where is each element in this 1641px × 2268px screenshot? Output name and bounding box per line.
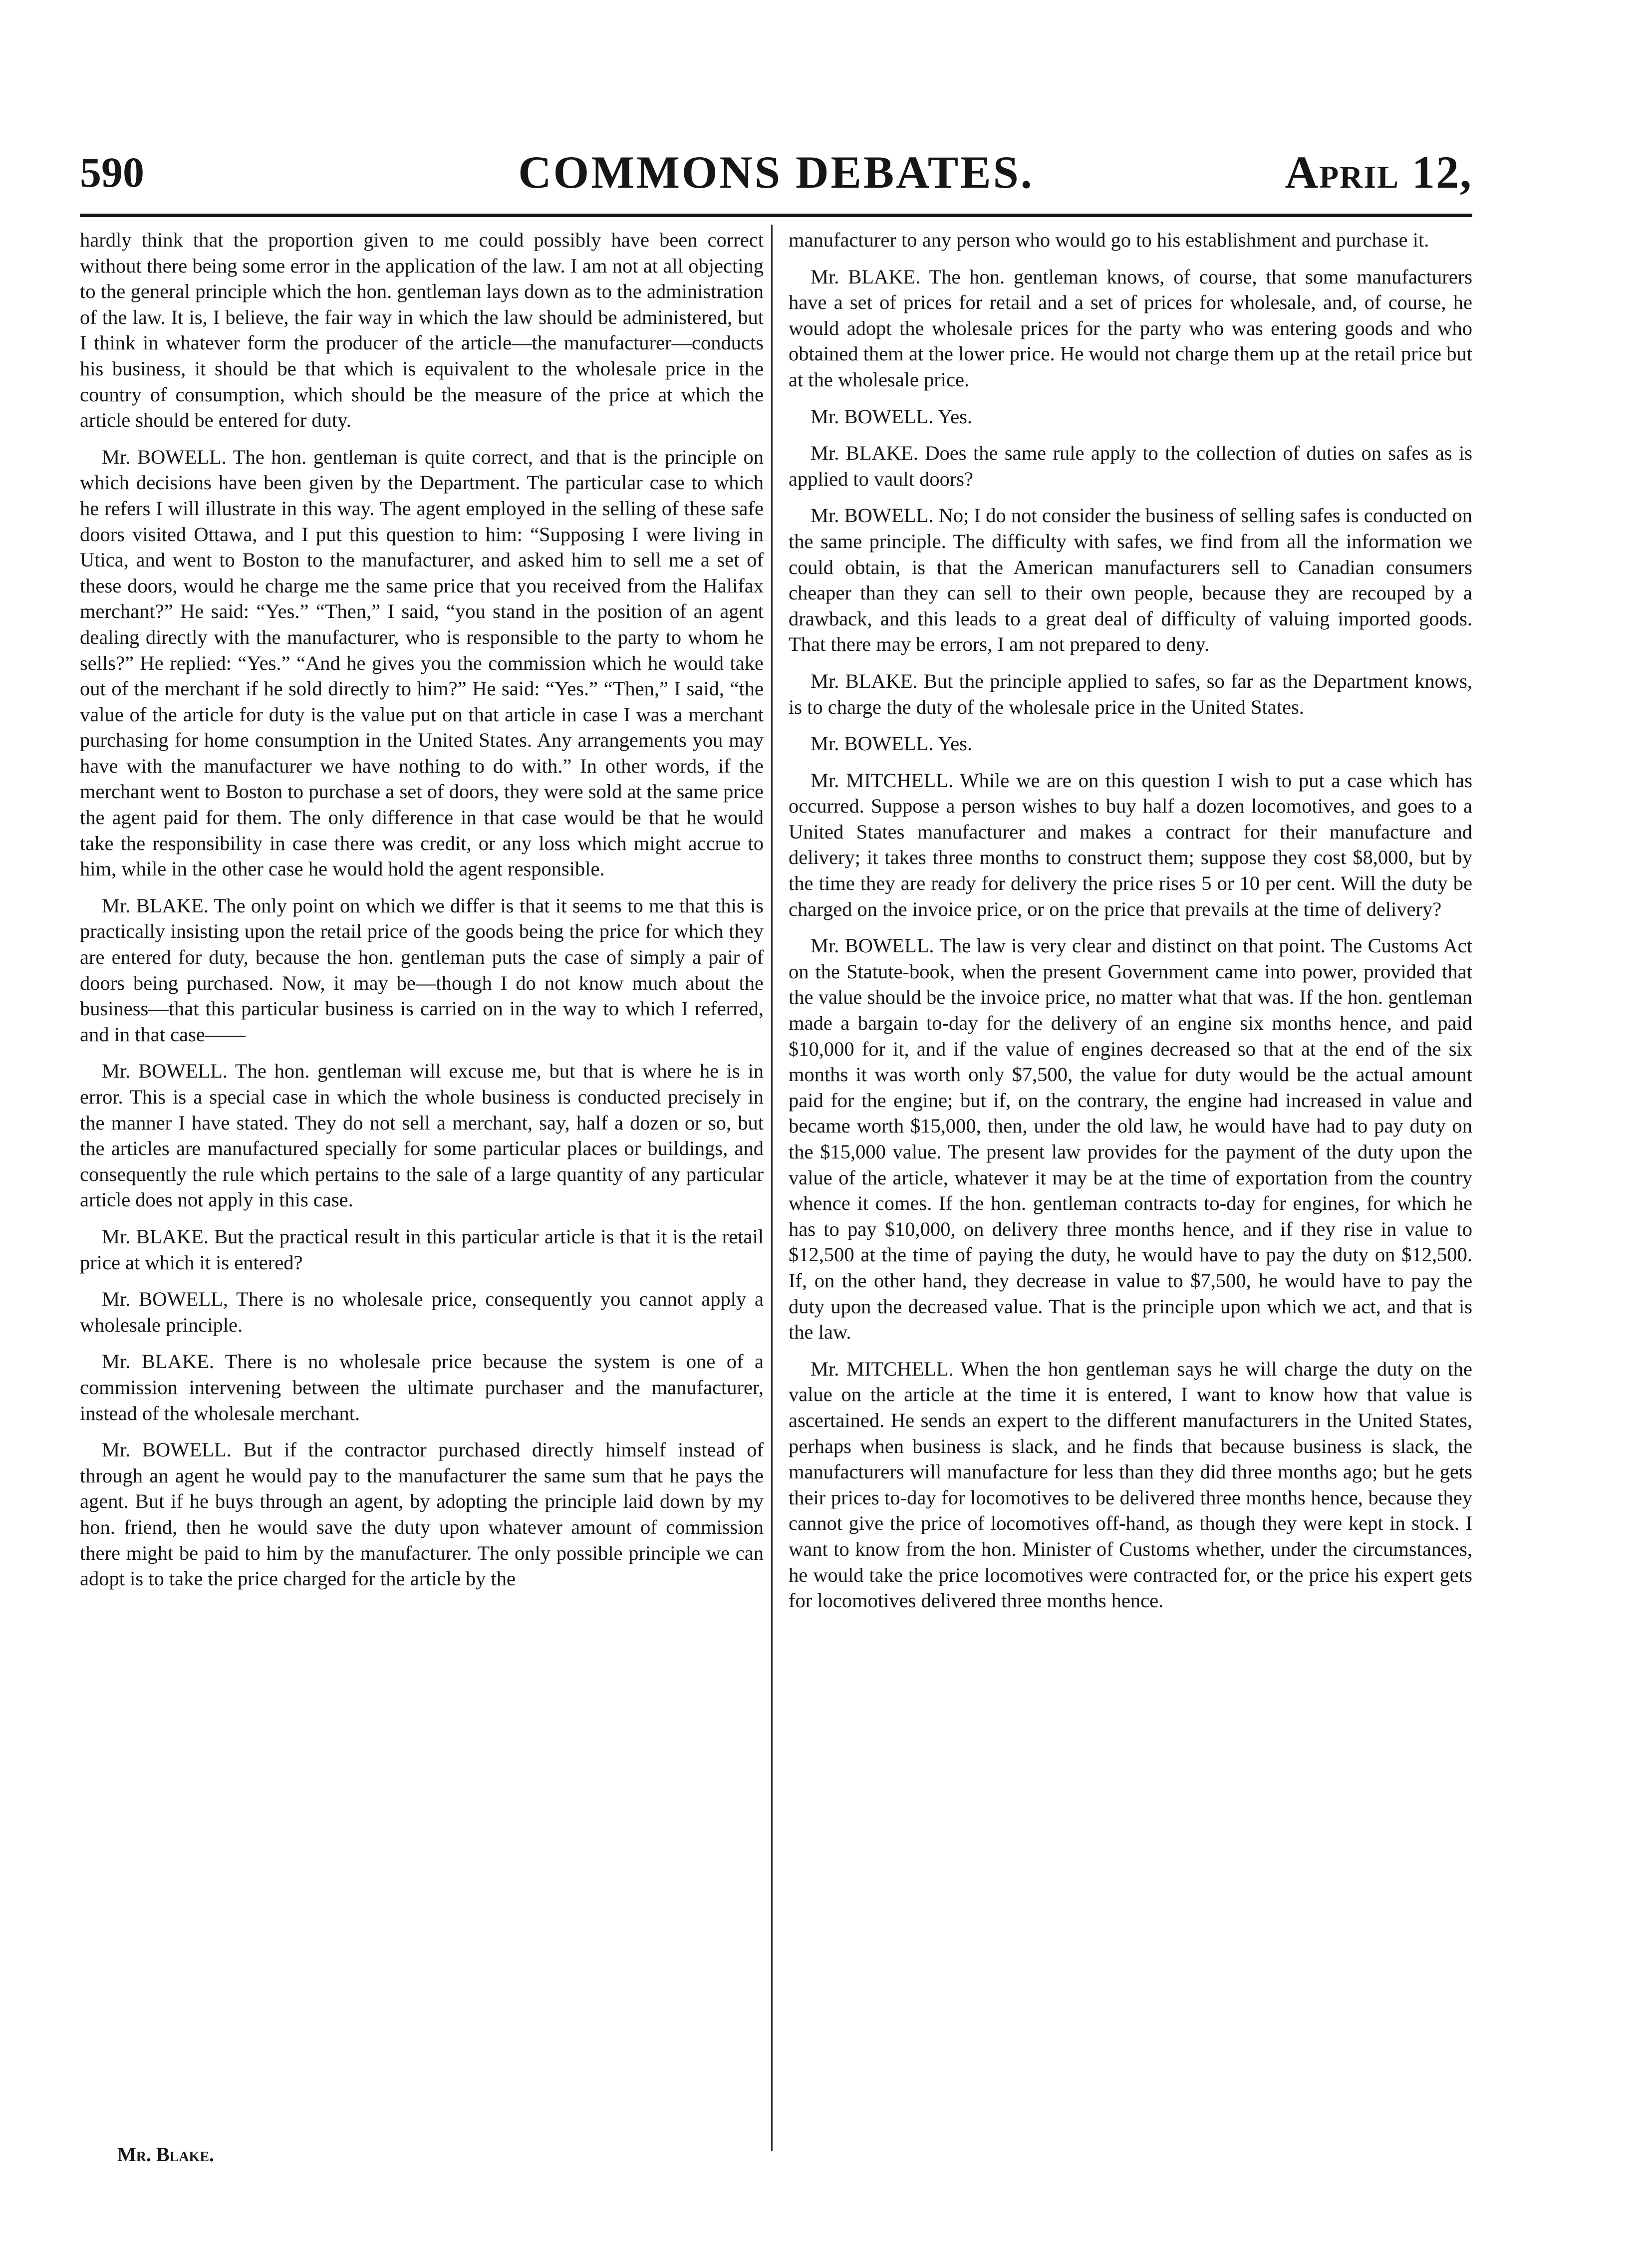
paragraph: Mr. BOWELL. The hon. gentleman will excuse me, but that is where he is in error. This is a special case in which the whole business is conducted precisely in the manner I have stated. They do not sell a merchant, say, half a dozen or so, but the articles are manufactured specially for some particular places or buildings, and consequently the rule which pertains to the sale of a large quantity of any particular article does not apply in this case.: [80, 1060, 764, 1211]
paragraph: Mr. BOWELL. Yes.: [811, 732, 973, 755]
page-number: 590: [80, 148, 144, 196]
paragraph: Mr. MITCHELL. While we are on this question I wish to put a case which has occurred. Suppose a person wishes to buy half a dozen locomotives, and goes to a United States manufacturer and makes a contract for their manufacture and delivery; it takes three months to construct them; suppose they cost $8,000, but by the time they are ready for delivery the price rises 5 or 10 per cent. Will the duty be charged on the invoice price, or on the price that prevails at the time of delivery?: [789, 769, 1472, 920]
paragraph: hardly think that the proportion given to me could possibly have been correct without there being some error in the application of the law. I am not at all objecting to the general principle which the hon. gentleman lays down as to the administration of the law. It is, I believe, the fair way in which the law should be administered, but I think in whatever form the producer of the article—the manufacturer—conducts his business, it should be that which is equivalent to the wholesale price in the country of consumption, which should be the measure of the price at which the article should be entered for duty.: [80, 229, 764, 432]
paragraph: Mr. MITCHELL. When the hon gentleman says he will charge the duty on the value on the article at the time it is entered, I want to know how that value is ascertained. He sends an expert to the different manufacturers in the United States, perhaps when business is slack, and he finds that because business is slack, the manufacturers will manufacture for less than they did three months ago; but he gets their prices to-day for locomotives to be delivered three months hence, because they cannot give the price of locomotives off-hand, as though they were kept in stock. I want to know from the hon. Minister of Customs whether, under the circumstances, he would take the price locomotives were contracted for, or the price his expert gets for locomotives delivered three months hence.: [789, 1357, 1472, 1612]
left-column: [80, 227, 764, 1603]
page-header: [80, 145, 1472, 205]
paragraph: Mr. BOWELL. But if the contractor purchased directly himself instead of through an agent he would pay to the manufacturer the same sum that he pays the agent. But if he buys through an agent, by adopting the principle laid down by my hon. friend, then he would save the duty upon whatever amount of commission there might be paid to him by the manufacturer. The only possible principle we can adopt is to take the price charged for the article by the: [80, 1438, 764, 1590]
paragraph: Mr. BOWELL, There is no wholesale price, consequently you cannot apply a wholesale principle.: [80, 1288, 764, 1336]
paragraph: Mr. BOWELL. No; I do not consider the business of selling safes is conducted on the same principle. The difficulty with safes, we find from all the information we could obtain, is that the American manufacturers sell to Canadian consumers cheaper than they can sell to their own people, because they are recouped by a drawback, and this leads to a great deal of difficulty of valuing imported goods. That there may be errors, I am not prepared to deny.: [789, 504, 1472, 656]
header-rule: [80, 214, 1472, 217]
paragraph: Mr. BLAKE. But the principle applied to safes, so far as the Department knows, is to charge the duty of the wholesale price in the United States.: [789, 669, 1472, 718]
paragraph: manufacturer to any person who would go to his establishment and purchase it.: [789, 229, 1429, 251]
paragraph: Mr. BLAKE. The hon. gentleman knows, of course, that some manufacturers have a set of prices for retail and a set of prices for wholesale, and, of course, he would adopt the wholesale prices for the party who was entering goods and who obtained them at the lower price. He would not charge them up at the retail price but at the wholesale price.: [789, 265, 1472, 391]
right-column: [789, 227, 1472, 1625]
paragraph: Mr. BOWELL. The law is very clear and distinct on that point. The Customs Act on the Statute-book, when the present Government came into power, provided that the value should be the invoice price, no matter what that was. If the hon. gentleman made a bargain to-day for the delivery of an engine six months hence, and paid $10,000 for it, and if the value of engines decreased so that at the end of the six months it was worth only $7,500, the value for duty would be the actual amount paid for the engine; but if, on the contrary, the engine had increased in value and became worth $15,000, then, under the old law, he would have had to pay duty on the $15,000 value. The present law provides for the payment of the duty upon the value of the article, whatever it may be at the time of exportation from the country whence it comes. If the hon. gentleman contracts to-day for engines, for which he has to pay $10,000, on delivery three months hence, and if they rise in value to $12,500 at the time of paying the duty, he would have to pay the duty on $12,500. If, on the other hand, they decrease in value to $7,500, he would have to pay the duty upon the decreased value. That is the principle upon which we act, and that is the law.: [789, 934, 1472, 1344]
paragraph: Mr. BOWELL. Yes.: [811, 405, 973, 428]
column-divider: [771, 225, 773, 2151]
paragraph: Mr. BLAKE. There is no wholesale price because the system is one of a commission intervening between the ultimate purchaser and the manufacturer, instead of the wholesale merchant.: [80, 1350, 764, 1424]
catchword: Mr. Blake.: [117, 2143, 215, 2166]
paragraph: Mr. BLAKE. Does the same rule apply to the collection of duties on safes as is applied to vault doors?: [789, 442, 1472, 490]
publication-title: COMMONS DEBATES.: [518, 147, 1034, 198]
paragraph: Mr. BLAKE. But the practical result in this particular article is that it is the retail price at which it is entered?: [80, 1225, 764, 1274]
paragraph: Mr. BLAKE. The only point on which we differ is that it seems to me that this is practically insisting upon the retail price of the goods being the price for which they are entered for duty, because the hon. gentleman puts the case of simply a pair of doors being purchased. Now, it may be—though I do not know much about the business—that this particular business is carried on in the way to which I referred, and in that case——: [80, 894, 764, 1046]
paragraph: Mr. BOWELL. The hon. gentleman is quite correct, and that is the principle on which decisions have been given by the Department. The particular case to which he refers I will illustrate in this way. The agent employed in the selling of these safe doors visited Ottawa, and I put this question to him: “Supposing I were living in Utica, and went to Boston to the manufacturer, and asked him to sell me a set of these doors, would he charge me the same price that you received from the Halifax merchant?” He said: “Yes.” “Then,” I said, “you stand in the position of an agent dealing directly with the manufacturer, who is responsible to the party to whom he sells?” He replied: “Yes.” “And he gives you the commission which he would take out of the merchant if he sold directly to him?” He said: “Yes.” “Then,” I said, “the value of the article for duty is the value put on that article in case I was a merchant purchasing for home consumption in the United States. Any arrangements you may have with the manufacturer we have nothing to do with.” In other words, if the merchant went to Boston to purchase a set of doors, they were sold at the same price the agent paid for them. The only difference in that case would be that he would take the responsibility in case there was credit, or any loss which might accrue to him, while in the other case he would hold the agent responsible.: [80, 445, 764, 880]
page-date: April 12,: [1285, 147, 1472, 198]
